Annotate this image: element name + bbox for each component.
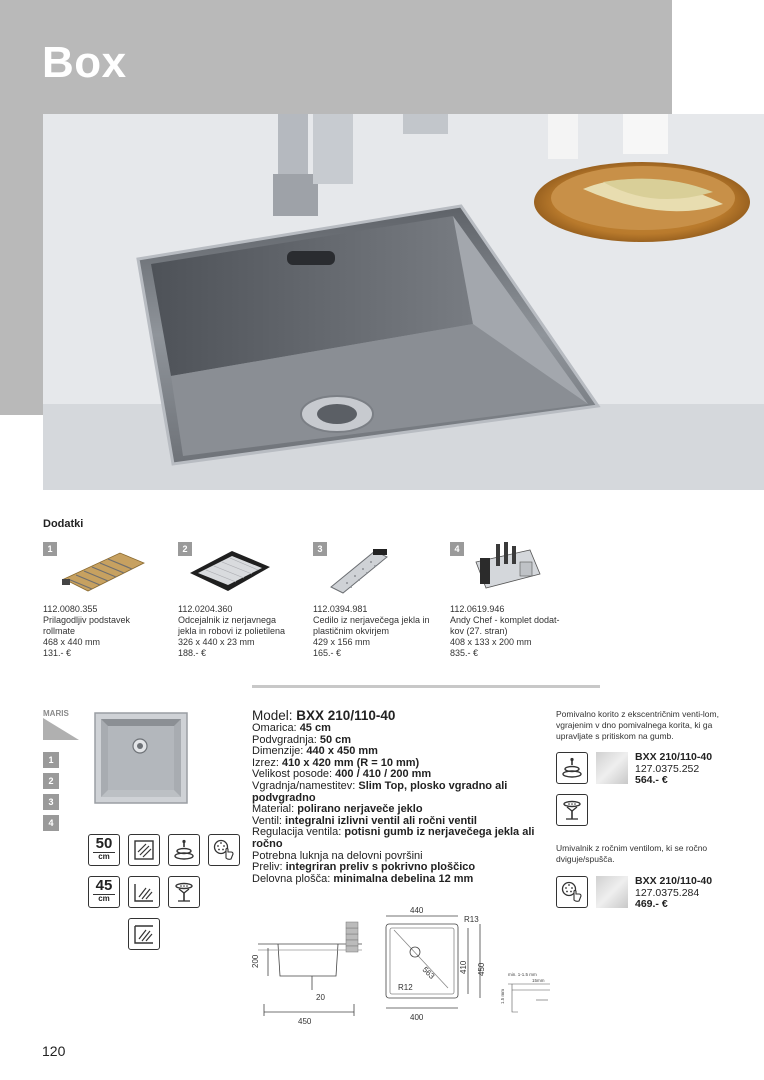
accessory-line: plastičnim okvirjem xyxy=(313,626,390,636)
accessory-number-badge: 2 xyxy=(43,773,59,789)
accessory-description xyxy=(178,604,306,659)
dim-label: 20 xyxy=(316,993,325,1002)
variant-info xyxy=(635,876,712,911)
drainboard-icon xyxy=(128,834,160,866)
cabinet-50-icon xyxy=(88,834,120,866)
spec-value: Slim Top, plosko vgradno ali podvgradno xyxy=(252,779,508,804)
series-marker xyxy=(43,718,79,740)
spec-row xyxy=(252,874,552,886)
dim-label: 200 xyxy=(251,954,260,968)
waste-icon xyxy=(556,794,588,826)
spec-value: 45 cm xyxy=(299,722,331,734)
dim-label: 440 xyxy=(410,906,424,915)
dim-label: 563 xyxy=(420,965,437,981)
waste-icon xyxy=(168,876,200,908)
rollmate-image xyxy=(60,545,146,597)
dim-label: 450 xyxy=(298,1017,312,1026)
cabinet-45-icon xyxy=(88,876,120,908)
variant-info xyxy=(635,752,712,787)
spec-label: Material: xyxy=(252,803,298,816)
accessory-line: rollmate xyxy=(43,626,76,636)
variant-code: 127.0375.252 xyxy=(635,762,700,775)
variant-note: Umivalnik z ročnim ventilom, ki se ročno dviguje/spušča. xyxy=(556,843,708,864)
spec-value: integriran preliv s pokrivno ploščico xyxy=(285,861,476,874)
page-title: Box xyxy=(42,38,127,87)
spec-label: Regulacija ventila: xyxy=(252,826,345,839)
variant-model: BXX 210/110-40 xyxy=(635,751,713,763)
spec-value: minimalna debelina 12 mm xyxy=(333,872,474,885)
series-label: MARIS xyxy=(43,709,69,718)
touch-valve-icon xyxy=(208,834,240,866)
spec-value: 410 x 420 mm (R = 10 mm) xyxy=(281,756,420,769)
accessory-number-badge: 3 xyxy=(313,542,327,556)
accessory-price: 165.- € xyxy=(313,648,342,658)
drainer-tray-image xyxy=(188,545,274,597)
spec-label: Velikost posode: xyxy=(252,768,336,781)
accessory-description xyxy=(43,604,171,659)
accessory-number-badge: 1 xyxy=(43,752,59,768)
variant-code: 127.0375.284 xyxy=(635,886,700,899)
finish-swatch xyxy=(596,876,628,908)
spec-label: Podvgradnja: xyxy=(252,733,320,746)
hero-image xyxy=(43,114,764,490)
dim-label: 450 xyxy=(477,962,486,976)
spec-value: 440 x 450 mm xyxy=(306,745,378,758)
cabinet-width-unit: cm xyxy=(93,894,115,903)
variant-price: 469.- € xyxy=(635,898,668,910)
touch-valve-icon xyxy=(556,876,588,908)
accessory-line: 326 x 440 x 23 mm xyxy=(178,637,255,647)
spec-value: 400 / 410 / 200 mm xyxy=(335,768,432,781)
dim-label: 15mm xyxy=(532,978,545,983)
spec-label: Vgradnja/namestitev: xyxy=(252,779,359,792)
basket-strainer-icon xyxy=(168,834,200,866)
variant-note: Pomivalno korito z ekscentričnim venti-lom, vgrajenim v dno pomivalnega korita, ki ga upravljate s pritiskom na gumb. xyxy=(556,709,719,741)
spec-list xyxy=(252,708,552,885)
dim-label: 1.5 mm xyxy=(500,988,505,1004)
dim-label: R12 xyxy=(398,983,413,992)
cabinet-width-unit: cm xyxy=(93,852,115,861)
spec-label: Omarica: xyxy=(252,722,300,734)
spec-label: Preliv: xyxy=(252,861,286,874)
andy-chef-set-image xyxy=(470,540,556,592)
accessory-code: 112.0619.946 xyxy=(450,604,505,614)
cabinet-width-value: 50 xyxy=(95,835,113,852)
accessory-line: Odcejalnik iz nerjavnega xyxy=(178,615,277,625)
accessory-line: 429 x 156 mm xyxy=(313,637,371,647)
spec-label: Dimenzije: xyxy=(252,745,307,758)
accessory-number-badge: 4 xyxy=(43,815,59,831)
model-line xyxy=(252,708,552,723)
accessory-number-badge: 2 xyxy=(178,542,192,556)
undermount-icon xyxy=(128,876,160,908)
accessory-price: 188.- € xyxy=(178,648,207,658)
accessory-number-badge: 1 xyxy=(43,542,57,556)
accessory-line: Andy Chef - komplet dodat- xyxy=(450,615,560,625)
spec-row xyxy=(252,827,552,850)
accessory-line: Cedilo iz nerjavečega jekla in xyxy=(313,615,430,625)
spec-value: potisni gumb iz nerjavečega jekla ali ročno xyxy=(252,826,535,850)
variant-price: 564.- € xyxy=(635,774,668,786)
spec-label: Ventil: xyxy=(252,814,286,827)
technical-drawings xyxy=(250,900,550,1026)
dim-label: 410 xyxy=(459,960,468,974)
accessory-description xyxy=(450,604,578,659)
dim-label: min. 1-1.5 mm xyxy=(508,972,537,977)
accessory-number-badge: 4 xyxy=(450,542,464,556)
accessory-code: 112.0080.355 xyxy=(43,604,98,614)
spec-label: Model: xyxy=(252,708,297,723)
colander-image xyxy=(325,545,411,597)
flush-mount-icon xyxy=(128,918,160,950)
accessory-code: 112.0204.360 xyxy=(178,604,233,614)
accessories-heading: Dodatki xyxy=(43,518,84,530)
cabinet-width-value: 45 xyxy=(95,877,113,894)
variant-model: BXX 210/110-40 xyxy=(635,875,713,887)
accessory-line: 468 x 440 mm xyxy=(43,637,101,647)
accessory-line: kov (27. stran) xyxy=(450,626,508,636)
accessory-price: 835.- € xyxy=(450,648,479,658)
sink-photo xyxy=(43,114,764,490)
sink-thumbnail xyxy=(94,712,188,804)
dim-label: 400 xyxy=(410,1013,424,1022)
model-code: BXX 210/110-40 xyxy=(296,708,396,723)
page-number: 120 xyxy=(42,1043,66,1059)
spec-value: 50 cm xyxy=(319,733,352,746)
accessory-line: Prilagodljiv podstavek xyxy=(43,615,131,625)
accessory-number-badge: 3 xyxy=(43,794,59,810)
spec-label: Izrez: xyxy=(252,756,282,769)
accessory-price: 131.- € xyxy=(43,648,72,658)
basket-strainer-icon xyxy=(556,752,588,784)
section-divider xyxy=(252,685,600,688)
spec-value: polirano nerjaveče jeklo xyxy=(297,803,423,816)
accessory-line: 408 x 133 x 200 mm xyxy=(450,637,532,647)
side-view-drawing xyxy=(258,944,362,1016)
spec-row xyxy=(252,781,552,804)
accessory-code: 112.0394.981 xyxy=(313,604,368,614)
spec-label: Delovna plošča: xyxy=(252,872,334,885)
spec-label: Potrebna luknja na delovni površini xyxy=(252,849,423,862)
accessory-line: jekla in robovi iz polietilena xyxy=(178,626,286,636)
detail-drawing xyxy=(508,984,550,1012)
accessory-description xyxy=(313,604,441,659)
spec-value: integralni izlivni ventil ali ročni ventil xyxy=(285,814,477,827)
finish-swatch xyxy=(596,752,628,784)
dim-label: R13 xyxy=(464,915,479,924)
